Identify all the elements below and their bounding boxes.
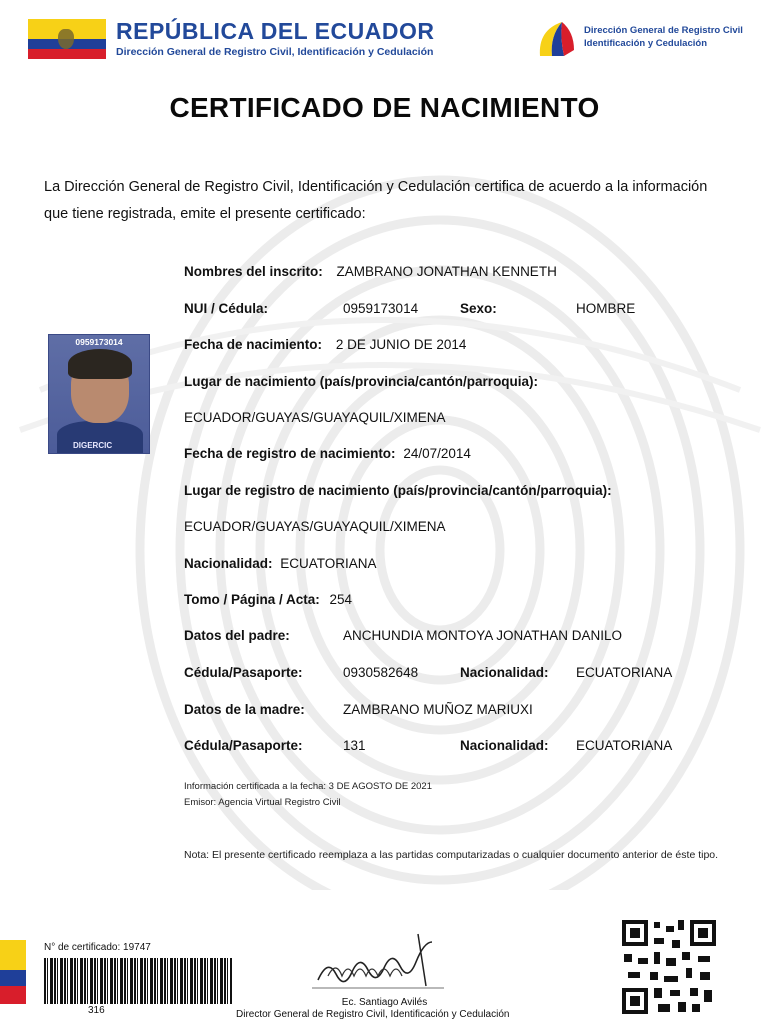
field-father-label: Datos del padre:: [184, 628, 290, 643]
field-value: ECUATORIANA: [280, 556, 377, 571]
field-mother-id-value: 131: [343, 738, 366, 753]
field-sex-label: Sexo:: [460, 301, 497, 316]
coat-of-arms-icon: [58, 29, 74, 49]
inscribed-photo: [48, 334, 150, 454]
certificate-number: N° de certificado: 19747: [44, 942, 151, 953]
agency-name: [584, 24, 743, 50]
note-paragraph: Nota: El presente certificado reemplaza a las partidas computarizadas o cualquier documento anterior de éste tipo.: [184, 849, 719, 861]
field-nui-value: 0959173014: [343, 301, 419, 316]
field-label: Tomo / Página / Acta:: [184, 592, 320, 607]
field-reg-place-value: ECUADOR/GUAYAS/GUAYAQUIL/XIMENA: [184, 519, 446, 534]
field-mother-nat-label: Nacionalidad:: [460, 738, 549, 753]
field-value: ZAMBRANO JONATHAN KENNETH: [336, 264, 557, 279]
agency-line-1: Dirección General de Registro Civil: [584, 25, 743, 36]
field-mother-id-label: Cédula/Pasaporte:: [184, 738, 303, 753]
field-father-nat-label: Nacionalidad:: [460, 665, 549, 680]
photo-stamp: DIGERCIC: [73, 441, 113, 450]
field-label: Fecha de registro de nacimiento:: [184, 446, 396, 461]
field-reg-date: [184, 446, 471, 461]
field-name: [184, 264, 557, 279]
cert-date-info: Información certificada a la fecha: 3 DE AGOSTO DE 2021: [184, 781, 433, 792]
field-father-id-label: Cédula/Pasaporte:: [184, 665, 303, 680]
field-label: Fecha de nacimiento:: [184, 337, 323, 352]
field-tomo: [184, 592, 352, 607]
director-title: Director General de Registro Civil, Identificación y Cedulación: [236, 1009, 510, 1020]
intro-paragraph: La Dirección General de Registro Civil, Identificación y Cedulación certifica de acuerdo a la información que tiene registrada, emite el presente certificado:: [44, 179, 708, 222]
photo-id-number: 0959173014: [75, 337, 123, 347]
field-label: Nombres del inscrito:: [184, 264, 323, 279]
signature-icon: [308, 928, 448, 994]
field-sex-value: HOMBRE: [576, 301, 636, 316]
ecuador-flag: [28, 19, 106, 59]
field-value: 24/07/2014: [403, 446, 471, 461]
field-father-value: ANCHUNDIA MONTOYA JONATHAN DANILO: [343, 628, 623, 643]
certificate-title: CERTIFICADO DE NACIMIENTO: [169, 92, 600, 123]
field-mother-nat-value: ECUATORIANA: [576, 738, 673, 753]
signer-name: Ec. Santiago Avilés: [341, 997, 428, 1008]
field-birth-place-label: Lugar de nacimiento (país/provincia/cantón/parroquia):: [184, 374, 539, 389]
field-value: 2 DE JUNIO DE 2014: [335, 337, 467, 352]
field-father-id-value: 0930582648: [343, 665, 419, 680]
republic-subtitle: Dirección General de Registro Civil, Identificación y Cedulación: [116, 46, 434, 58]
field-value: 254: [329, 592, 353, 607]
registro-civil-logo-icon: [534, 16, 580, 62]
ecuador-flag-small: [0, 940, 26, 1004]
field-reg-place-label: Lugar de registro de nacimiento (país/provincia/cantón/parroquia):: [184, 483, 612, 498]
field-nationality: [184, 556, 377, 571]
field-birth-place-value: ECUADOR/GUAYAS/GUAYAQUIL/XIMENA: [184, 410, 446, 425]
agency-line-2: Identificación y Cedulación: [584, 38, 707, 49]
qr-code: [620, 918, 718, 1016]
barcode-serial: 316: [88, 1005, 105, 1016]
field-birth-date: [184, 337, 466, 352]
field-father-nat-value: ECUATORIANA: [576, 665, 673, 680]
emisor-info: Emisor: Agencia Virtual Registro Civil: [184, 797, 341, 808]
field-mother-label: Datos de la madre:: [184, 702, 305, 717]
field-mother-value: ZAMBRANO MUÑOZ MARIUXI: [343, 702, 533, 717]
field-nui-label: NUI / Cédula:: [184, 301, 269, 316]
republic-title: REPÚBLICA DEL ECUADOR: [116, 18, 435, 44]
field-label: Nacionalidad:: [184, 556, 273, 571]
